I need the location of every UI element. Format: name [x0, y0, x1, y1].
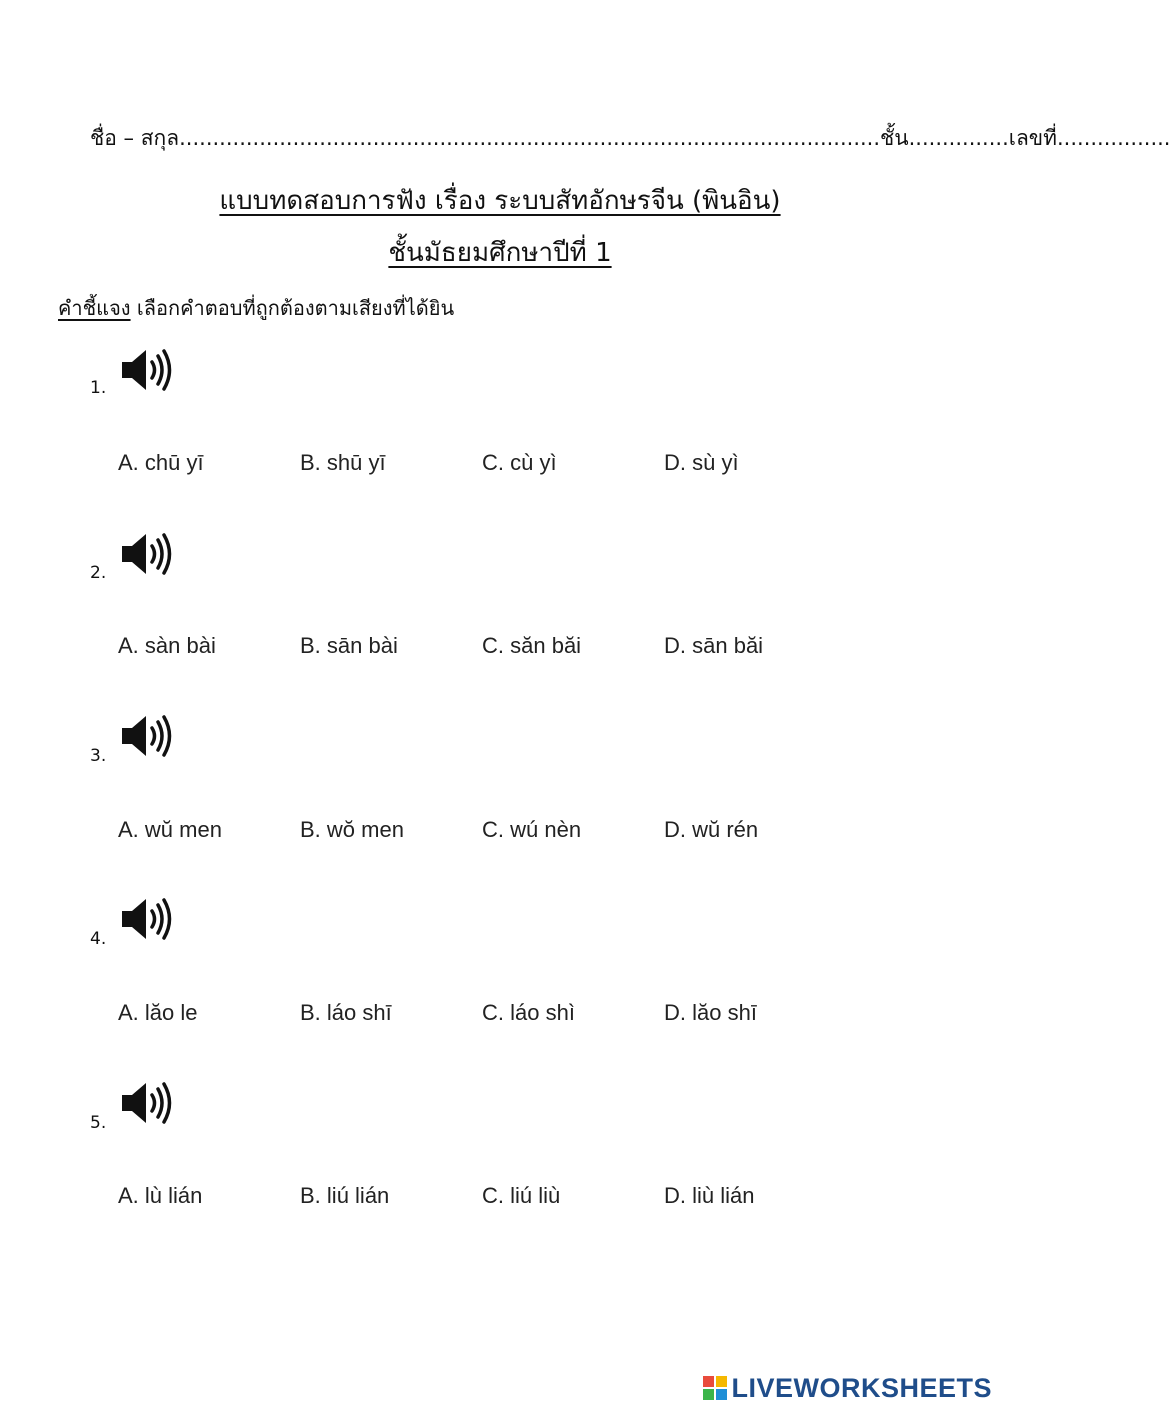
option-letter: C.	[482, 450, 504, 475]
option-text: liù lián	[692, 1183, 755, 1208]
option-c[interactable]	[482, 1000, 575, 1026]
logo-grid-icon	[703, 1376, 727, 1400]
grade-subtitle: ชั้นมัธยมศึกษาปีที่ 1	[388, 238, 612, 268]
option-letter: B.	[300, 450, 321, 475]
option-letter: C.	[482, 1183, 504, 1208]
option-c[interactable]	[482, 633, 581, 659]
option-text: lù lián	[144, 1183, 203, 1208]
option-text: wŭ men	[144, 817, 222, 842]
option-text: wŭ rén	[692, 817, 759, 842]
option-letter: D.	[664, 1183, 686, 1208]
option-text: sān băi	[692, 633, 764, 658]
option-a[interactable]	[118, 817, 222, 843]
option-text: liú liù	[510, 1183, 561, 1208]
option-d[interactable]	[664, 817, 758, 843]
page-title: แบบทดสอบการฟัง เรื่อง ระบบสัทอักษรจีน (พินอิน)	[219, 186, 781, 216]
option-text: sàn bài	[144, 633, 216, 658]
option-letter: C.	[482, 817, 504, 842]
speaker-icon[interactable]	[120, 1081, 176, 1125]
option-text: lăo shī	[692, 1000, 757, 1025]
option-letter: A.	[118, 450, 139, 475]
option-b[interactable]	[300, 1183, 389, 1209]
option-b[interactable]	[300, 633, 398, 659]
option-b[interactable]	[300, 1000, 392, 1026]
option-letter: A.	[118, 1183, 139, 1208]
option-text: wú nèn	[510, 817, 582, 842]
option-text: sān bài	[326, 633, 398, 658]
option-d[interactable]	[664, 1000, 757, 1026]
option-b[interactable]	[300, 817, 404, 843]
option-c[interactable]	[482, 817, 581, 843]
question-number: 2.	[90, 563, 107, 583]
speaker-icon[interactable]	[120, 714, 176, 758]
speaker-icon[interactable]	[120, 348, 176, 392]
liveworksheets-logo	[703, 1371, 992, 1405]
option-text: liú lián	[326, 1183, 390, 1208]
option-d[interactable]	[664, 450, 739, 476]
option-letter: C.	[482, 633, 504, 658]
instruction	[58, 292, 454, 324]
instruction-text: เลือกคำตอบที่ถูกต้องตามเสียงที่ได้ยิน	[130, 296, 455, 320]
option-letter: C.	[482, 1000, 504, 1025]
brand-text: LIVEWORKSHEETS	[731, 1372, 992, 1403]
option-b[interactable]	[300, 450, 386, 476]
question-number: 1.	[90, 378, 107, 398]
option-text: sù yì	[692, 450, 739, 475]
option-letter: A.	[118, 1000, 139, 1025]
question-number: 4.	[90, 929, 107, 949]
option-a[interactable]	[118, 1000, 198, 1026]
option-text: chū yī	[144, 450, 204, 475]
option-text: cù yì	[510, 450, 557, 475]
option-c[interactable]	[482, 450, 557, 476]
speaker-icon[interactable]	[120, 532, 176, 576]
option-letter: B.	[300, 1000, 321, 1025]
question-number: 3.	[90, 746, 107, 766]
option-text: láo shī	[326, 1000, 392, 1025]
instruction-label: คำชี้แจง	[58, 296, 131, 320]
option-letter: A.	[118, 817, 139, 842]
option-letter: D.	[664, 450, 686, 475]
name-line: ชื่อ – สกุล.........................................................................................................ชั้น...............เลขที่.................	[90, 126, 1171, 150]
option-letter: D.	[664, 633, 686, 658]
option-text: săn băi	[510, 633, 582, 658]
option-letter: B.	[300, 817, 321, 842]
option-text: wŏ men	[326, 817, 404, 842]
speaker-icon[interactable]	[120, 897, 176, 941]
option-letter: D.	[664, 817, 686, 842]
option-letter: B.	[300, 1183, 321, 1208]
option-text: lăo le	[144, 1000, 198, 1025]
question-number: 5.	[90, 1113, 107, 1133]
option-text: shū yī	[326, 450, 386, 475]
option-d[interactable]	[664, 1183, 755, 1209]
option-c[interactable]	[482, 1183, 560, 1209]
option-letter: D.	[664, 1000, 686, 1025]
option-text: láo shì	[510, 1000, 575, 1025]
option-letter: B.	[300, 633, 321, 658]
option-a[interactable]	[118, 633, 216, 659]
option-letter: A.	[118, 633, 139, 658]
option-a[interactable]	[118, 450, 204, 476]
option-d[interactable]	[664, 633, 763, 659]
option-a[interactable]	[118, 1183, 202, 1209]
